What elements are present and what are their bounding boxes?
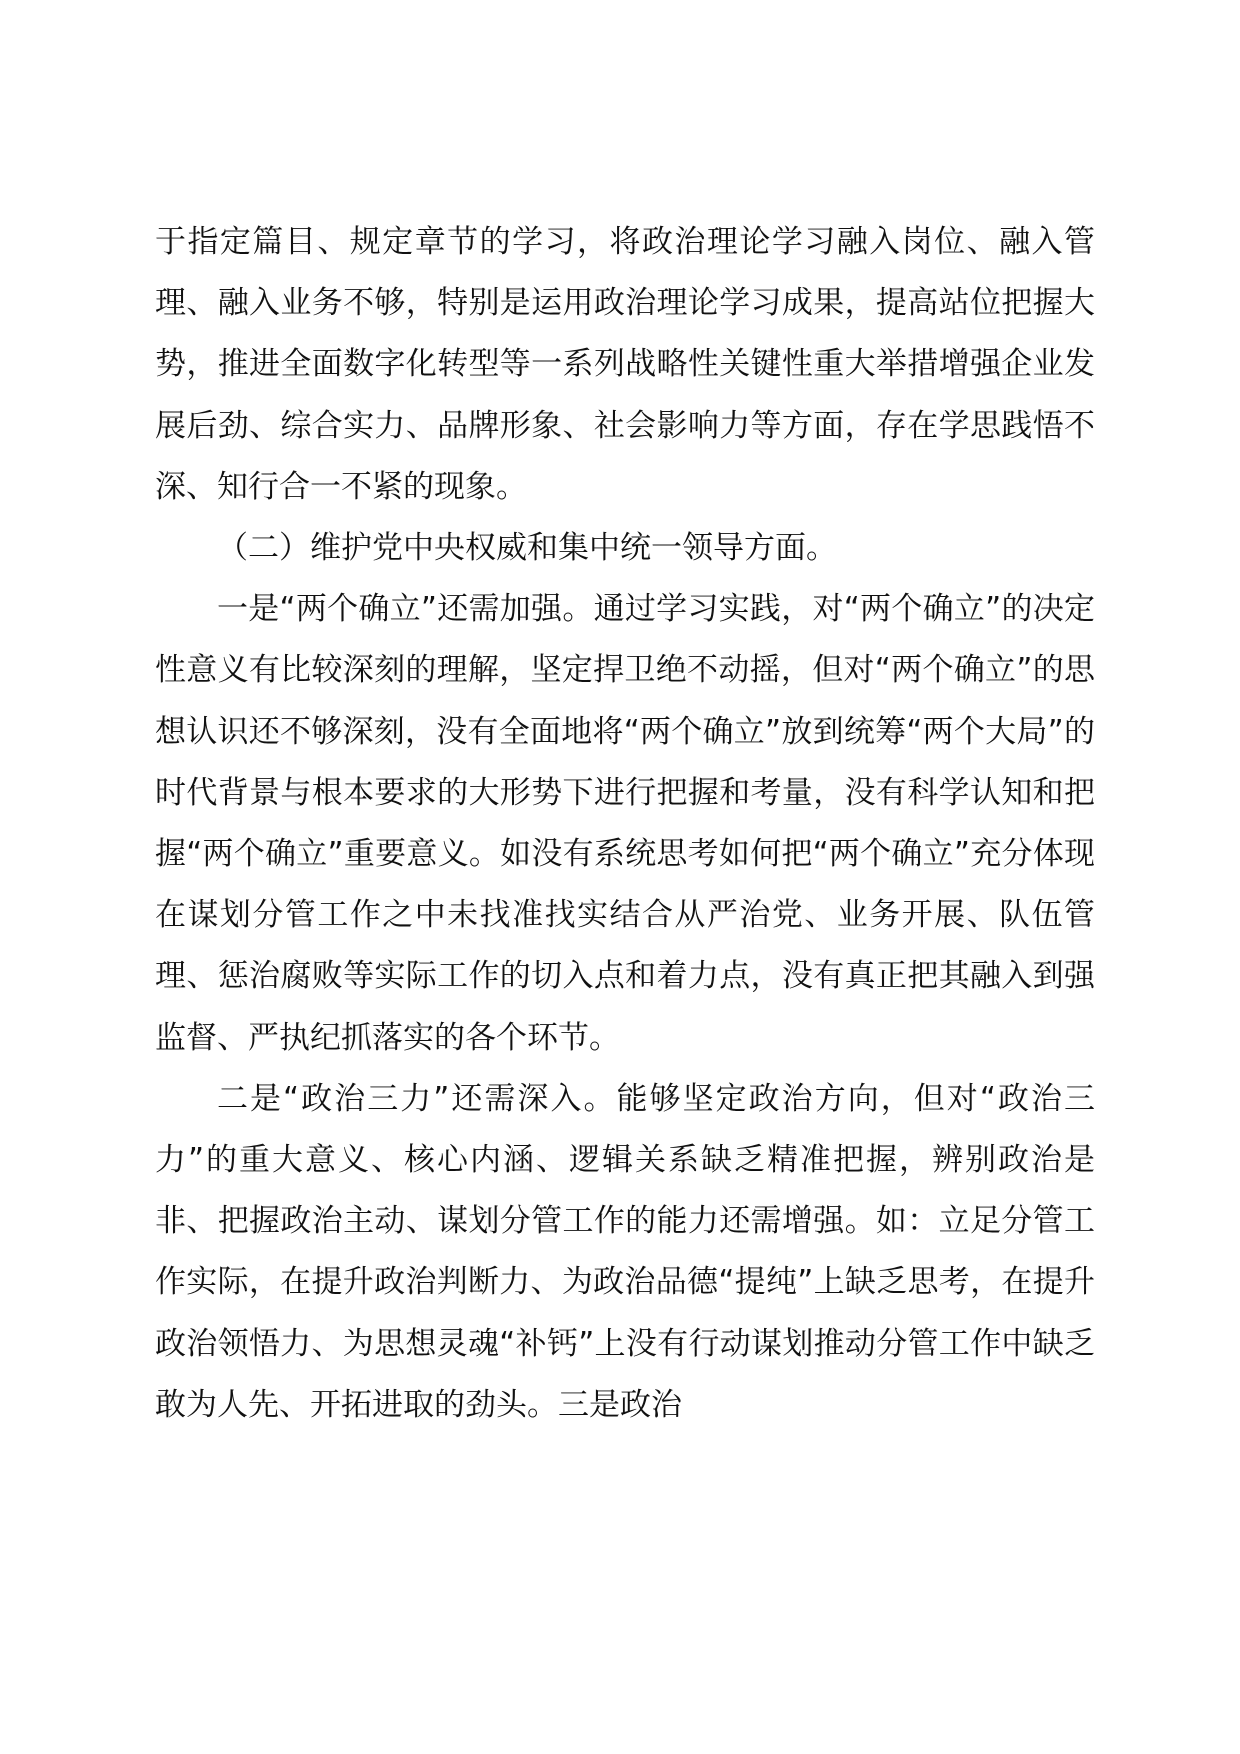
paragraph-1: 于指定篇目、规定章节的学习，将政治理论学习融入岗位、融入管理、融入业务不够，特别是运用政治理论学习成果，提高站位把握大势，推进全面数字化转型等一系列战略性关键性重大举措增强企业发展后劲、综合实力、品牌形象、社会影响力等方面，存在学思践悟不深、知行合一不紧的现象。	[155, 224, 1095, 505]
paragraph-4: 二是“政治三力”还需深入。能够坚定政治方向，但对“政治三力”的重大意义、核心内涵、逻辑关系缺乏精准把握，辨别政治是非、把握政治主动、谋划分管工作的能力还需增强。如：立足分管工作实际，在提升政治判断力、为政治品德“提纯”上缺乏思考，在提升政治领悟力、为思想灵魂“补钙”上没有行动谋划推动分管工作中缺乏敢为人先、开拓进取的劲头。三是政治	[155, 1080, 1095, 1423]
paragraph-2-section-heading: （二）维护党中央权威和集中统一领导方面。	[217, 530, 837, 567]
document-body	[155, 212, 1095, 1436]
paragraph-3: 一是“两个确立”还需加强。通过学习实践，对“两个确立”的决定性意义有比较深刻的理解，坚定捍卫绝不动摇，但对“两个确立”的思想认识还不够深刻，没有全面地将“两个确立”放到统筹“两个大局”的时代背景与根本要求的大形势下进行把握和考量，没有科学认知和把握“两个确立”重要意义。如没有系统思考如何把“两个确立”充分体现在谋划分管工作之中未找准找实结合从严治党、业务开展、队伍管理、惩治腐败等实际工作的切入点和着力点，没有真正把其融入到强监督、严执纪抓落实的各个环节。	[155, 591, 1095, 1056]
